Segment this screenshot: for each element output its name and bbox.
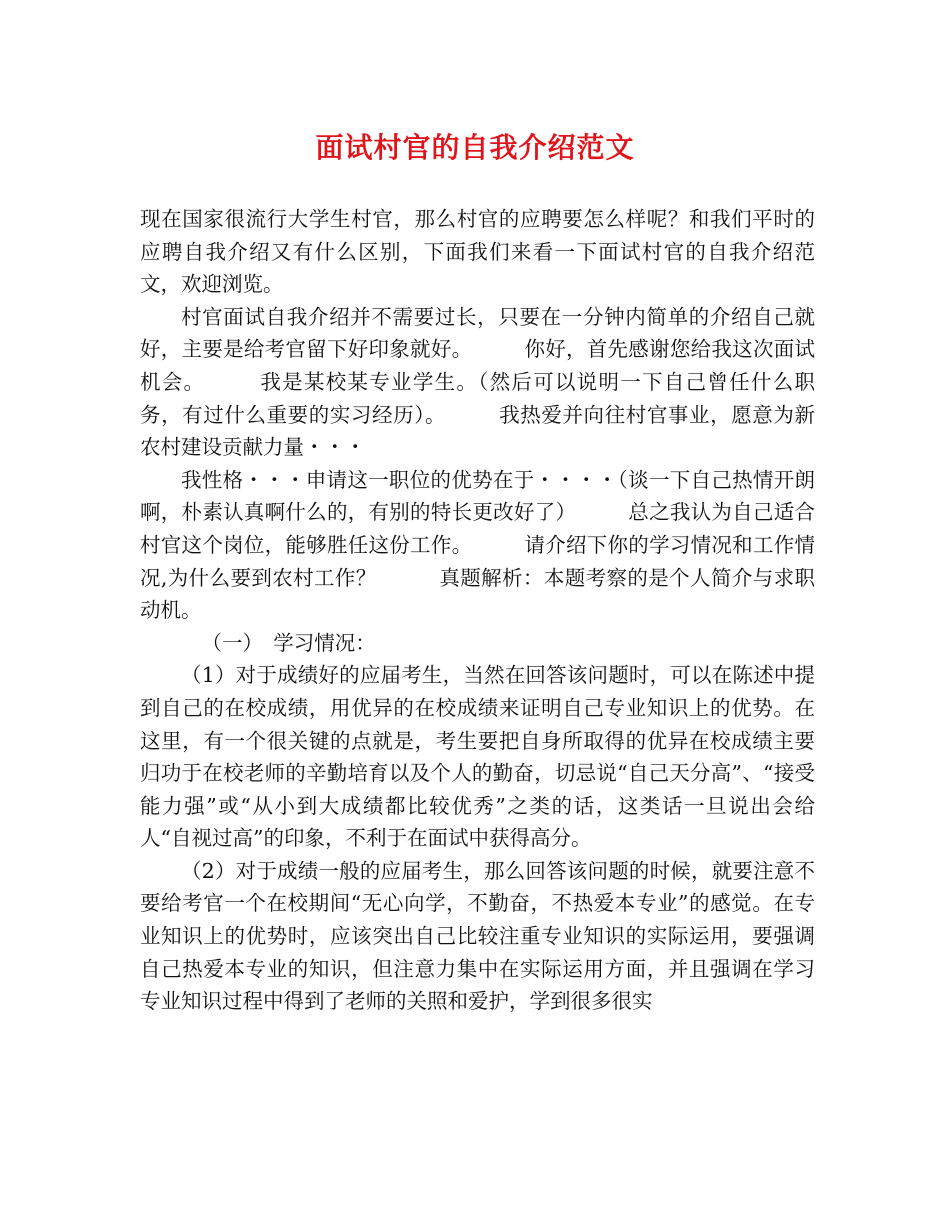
paragraph-average-grades: （2）对于成绩一般的应届考生，那么回答该问题的时候，就要注意不要给考官一个在校期间“无心向学，不勤奋，不热爱本专业”的感觉。在专业知识上的优势时，应该突出自己比较注重专业知识的实际运用，要强调自己热爱本专业的知识，但注意力集中在实际运用方面，并且强调在学习专业知识过程中得到了老师的关照和爱护，学到很多很实 (140, 858, 815, 1014)
document-body (140, 203, 815, 1018)
section-heading-study: （一） 学习情况： (201, 630, 376, 655)
document-title: 面试村官的自我介绍范文 (315, 131, 635, 164)
paragraph-good-grades: （1）对于成绩好的应届考生，当然在回答该问题时，可以在陈述中提到自己的在校成绩，用优异的在校成绩来证明自己专业知识上的优势。在这里，有一个很关键的点就是，考生要把自身所取得的优异在校成绩主要归功于在校老师的辛勤培育以及个人的勤奋，切忌说“自己天分高”、“接受能力强”或“从小到大成绩都比较优秀”之类的话，这类话一旦说出会给人“自视过高”的印象，不利于在面试中获得高分。 (140, 663, 815, 851)
paragraph-intro: 现在国家很流行大学生村官，那么村官的应聘要怎么样呢？和我们平时的应聘自我介绍又有什么区别，下面我们来看一下面试村官的自我介绍范文，欢迎浏览。 (140, 207, 815, 297)
paragraph-self-intro: 村官面试自我介绍并不需要过长，只要在一分钟内简单的介绍自己就好，主要是给考官留下好印象就好。 你好，首先感谢您给我这次面试机会。 我是某校某专业学生。（然后可以说明一下自己曾任什么职务，有过什么重要的实习经历）。 我热爱并向往村官事业，愿意为新农村建设贡献力量・・・ (140, 304, 815, 460)
paragraph-personality: 我性格・・・申请这一职位的优势在于・・・・（谈一下自己热情开朗啊，朴素认真啊什么的，有别的特长更改好了） 总之我认为自己适合村官这个岗位，能够胜任这份工作。 请介绍下你的学习情况和工作情况,为什么要到农村工作？ 真题解析：本题考察的是个人简介与求职动机。 (140, 467, 815, 623)
